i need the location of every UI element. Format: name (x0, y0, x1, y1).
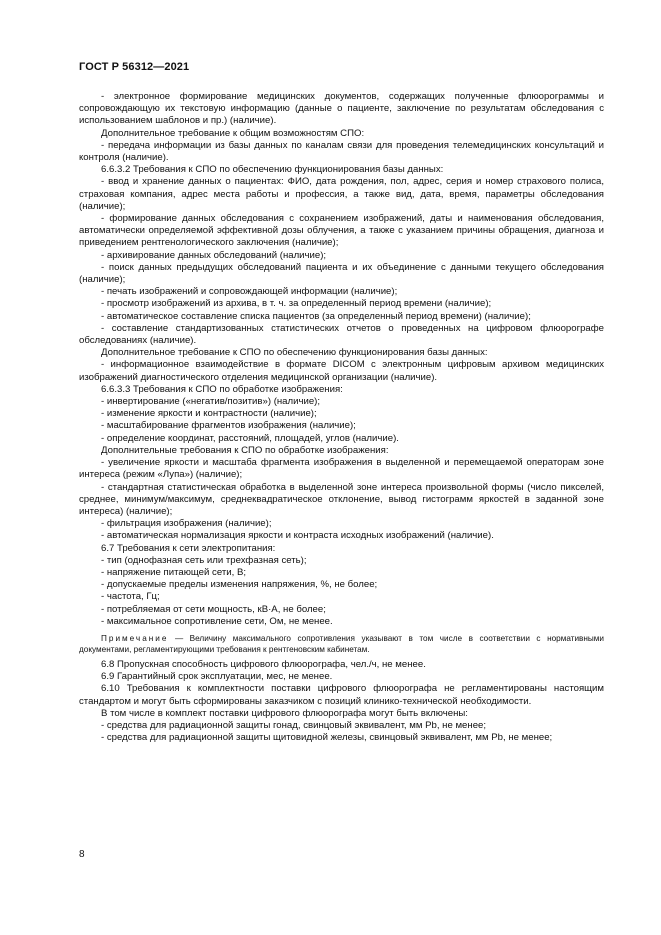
document-body (79, 91, 604, 744)
paragraph: - передача информации из базы данных по каналам связи для проведения телемедицинских консультаций и контроля (наличие). (79, 139, 604, 164)
paragraph: - потребляемая от сети мощность, кВ·А, не более; (101, 603, 326, 615)
paragraph: - средства для радиационной защиты гонад, свинцовый эквивалент, мм Pb, не менее; (101, 719, 487, 731)
paragraph: Дополнительные требования к СПО по обработке изображения: (101, 444, 389, 456)
paragraph: - архивирование данных обследований (наличие); (101, 249, 327, 261)
paragraph: - масштабирование фрагментов изображения (наличие); (101, 420, 356, 432)
paragraph: 6.8 Пропускная способность цифрового флюорографа, чел./ч, не менее. (101, 658, 426, 670)
paragraph: 6.7 Требования к сети электропитания: (101, 542, 276, 554)
paragraph: - электронное формирование медицинских документов, содержащих полученные флюорограммы и сопровождающую их текстовую информацию (данные о пациенте, заключение по результатам обследования с использованием шаблонов и пр.) (наличие). (79, 91, 604, 127)
paragraph: Дополнительное требование к общим возможностям СПО: (101, 127, 365, 139)
paragraph: - средства для радиационной защиты щитовидной железы, свинцовый эквивалент, мм Pb, не менее; (101, 732, 553, 744)
paragraph: - тип (однофазная сеть или трехфазная сеть); (101, 554, 307, 566)
paragraph: - информационное взаимодействие в формате DICOM с электронным цифровым архивом медицинских изображений диагностического отделения медицинской организации (наличие). (79, 359, 604, 383)
document-header: ГОСТ Р 56312—2021 (79, 61, 190, 73)
paragraph: - изменение яркости и контрастности (наличие); (101, 408, 317, 420)
page-number: 8 (79, 849, 85, 860)
paragraph: - увеличение яркости и масштаба фрагмента изображения в выделенной и перемещаемой операторам зоне интереса (режим «Лупа») (наличие); (79, 457, 604, 481)
note-label: Примечание (101, 633, 169, 643)
paragraph: 6.6.3.3 Требования к СПО по обработке изображения: (101, 383, 343, 395)
paragraph: - максимальное сопротивление сети, Ом, не менее. (101, 615, 333, 627)
paragraph: - стандартная статистическая обработка в выделенной зоне интереса произвольной формы (число пикселей, среднее, минимум/максимум, среднеквадратическое отклонение, вывод гистограмм яркостей в заданной зоне интереса) (наличие); (79, 481, 604, 517)
paragraph: 6.6.3.2 Требования к СПО по обеспечению функционирования базы данных: (101, 164, 444, 176)
paragraph: - поиск данных предыдущих обследований пациента и их объединение с данными текущего обследования (наличие); (79, 261, 604, 286)
paragraph: - ввод и хранение данных о пациентах: ФИО, дата рождения, пол, адрес, серия и номер страхового полиса, страховая компания, адрес места работы и профессия, а также вид, дата, время, параметры обследования (наличие); (79, 176, 604, 212)
paragraph: - автоматическая нормализация яркости и контраста исходных изображений (наличие). (101, 530, 494, 542)
paragraph: - определение координат, расстояний, площадей, углов (наличие). (101, 432, 399, 444)
paragraph: 6.9 Гарантийный срок эксплуатации, мес, не менее. (101, 671, 333, 683)
paragraph: - инвертирование («негатив/позитив») (наличие); (101, 396, 321, 408)
paragraph: - автоматическое составление списка пациентов (за определенный период времени) (наличие); (101, 310, 531, 322)
note-text: — Величину максимального сопротивления указывают в том числе в соответствии с нормативными документами, регламентирующими требования к рентгеновским кабинетам. (79, 633, 604, 654)
note (79, 633, 604, 655)
paragraph: В том числе в комплект поставки цифрового флюорографа могут быть включены: (101, 707, 468, 719)
paragraph: - напряжение питающей сети, В; (101, 566, 247, 578)
paragraph: - допускаемые пределы изменения напряжения, %, не более; (101, 579, 378, 591)
paragraph: - частота, Гц; (101, 591, 160, 603)
paragraph: - составление стандартизованных статистических отчетов о проведенных на цифровом флюорографе обследованиях (наличие). (79, 322, 604, 347)
paragraph: - формирование данных обследования с сохранением изображений, даты и наименования обследования, автоматически определяемой эффективной дозы облучения, а также с указанием причины обращения, диагноза и приведением рентгенологического заключения (наличие); (79, 213, 604, 249)
paragraph: Дополнительное требование к СПО по обеспечению функционирования базы данных: (101, 347, 488, 359)
paragraph: - просмотр изображений из архива, в т. ч. за определенный период времени (наличие); (101, 298, 492, 310)
paragraph: 6.10 Требования к комплектности поставки цифрового флюорографа не регламентированы настоящим стандартом и могут быть сформированы заказчиком с позиций клинико-технической необходимости. (79, 683, 604, 707)
paragraph: - фильтрация изображения (наличие); (101, 518, 272, 530)
paragraph: - печать изображений и сопровождающей информации (наличие); (101, 286, 398, 298)
